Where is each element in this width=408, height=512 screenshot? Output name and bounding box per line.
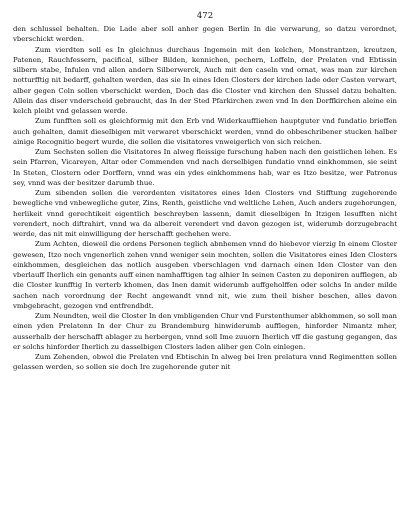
paragraph: Zum funfften soll es gleichformig mit den Erb vnd Widerkauffliehen hauptguter vnd fundatio brieffen auch gehalten, damit dieselbigen mit verwaret vberschickt werden, vnnd do obbeschribener stucken halber ainige Recognitio begert wurde, die sollen die visitatores vnweigerlich von sich reichen. — [13, 117, 397, 146]
paragraph: den schlussel behalten. Die Lade aber soll anher gegen Berlin In die verwarung, so datzu verordnet, vberschickt werden. — [13, 25, 397, 44]
paragraph: Zum Neundten, weil die Closter In den vmbligenden Chur vnd Furstenthumer abkhommen, so soll man einen yden Prelatenn In der Chur zu Brandemburg hinwiderumb aufflegen, hinforder Nimantz mher, ausserhalb der herschafft ablager zu herbergen, vnnd soll Ime zuuorn Iherlich vff die gastung gegangen, das er solchs hinforder Iherlich zu dasselbigen Closters laden aliher gen Coln einlegen. — [13, 312, 397, 351]
paragraph: Zum Achten, dieweil die ordens Personen teglich abnhemen vnnd do hiebevor vierzig In einem Closter gewesen, Itzo noch vngenerlich zehen vnnd weniger sein mochten, sollen die Visitatores eines Iden Closters einkhommen, desgleichen das notlich ausgeben vberschlagen vnd darnach einen Iden Closter van den vberlauff Iherlich ein genants auff einen namhafftigen tag alhier In seinen Casten zu deponiren aufflegen, ab die Closter kunfftig In verterb khomen, das Inen damit widerumb auffgeholffen oder solchs In ander milde sachen nach vorordnung der Recht angewandt vnnd nit, wie zum theil bisher beschen, alles davon vmbgebracht, gezogen vnd entfrendbdt. — [13, 240, 397, 310]
page-number: 472 — [196, 11, 214, 21]
document-body — [13, 24, 397, 373]
paragraph: Zum Sechsten sollen die Visitatores In alweg fleissige furschung haben nach den geistlichen lehen. Es sein Pfarren, Vicareyen, Altar oder Commenden vnd nach derselbigen fundatio vnnd einkhommen, sie seint In Steten, Clostern oder Dorffern, vnnd was ein ydes einkhommens hab, war es Itzo besitze, wer Patronus sey, vnnd was der besitzer darumb thue. — [13, 148, 397, 187]
paragraph: Zum Zehenden, obwol die Prelaten vnd Ebtischin In alweg bei Iren prelatura vnnd Regimentten sollen gelassen werden, so sollen sie doch Ire zugehorende guter nit — [13, 353, 397, 372]
paragraph: Zum vierdten soll es In gleichnus durchaus Ingemein mit den kelchen, Monstrantzen, kreutzen, Patenen, Rauchfessern, pacifical, silber Bilden, kennichen, pechern, Loffeln, der Prelaten vnd Ebtissin silbern stabe, Infulen vnd allen andern Silberwerck, Auch mit den caseln vnd ornat, was man zur kirchen notturfftig nit bedarff, gehalten werden, das sie In eines Iden Closters der kirchen lade oder Casten verwart, alber gegen Coln sollen vberschickt werden, Doch das die Closter vnd kirchen den Slussel datzu behalten. Allein das diser vnderscheid gebraucht, das In der Sted Pfarkirchen zwen vnd In den Dorffkirchen aleine ein kelch pleibt vnd gelassen werde. — [13, 45, 397, 115]
paragraph: Zum sibenden sollen die verordenten visitatores eines Iden Closters vnd Stifftung zugehorende bewegliche vnd vnbewegliche guter, Zins, Renth, geistliche vnd weltliche Lehen, Auch anders zugehorungen, herlikeit vnnd gerechtikeit eigentlich beschreyben lassenn, damit dieselbigen In Itzigen lesufften nicht verendert, noch diftrahirt, vnnd wa da albereit verendert vnd davon gezogen ist, widerumb dorzugebracht werde, das nit mit einwilligung der herschafft gechehen were. — [13, 189, 397, 238]
